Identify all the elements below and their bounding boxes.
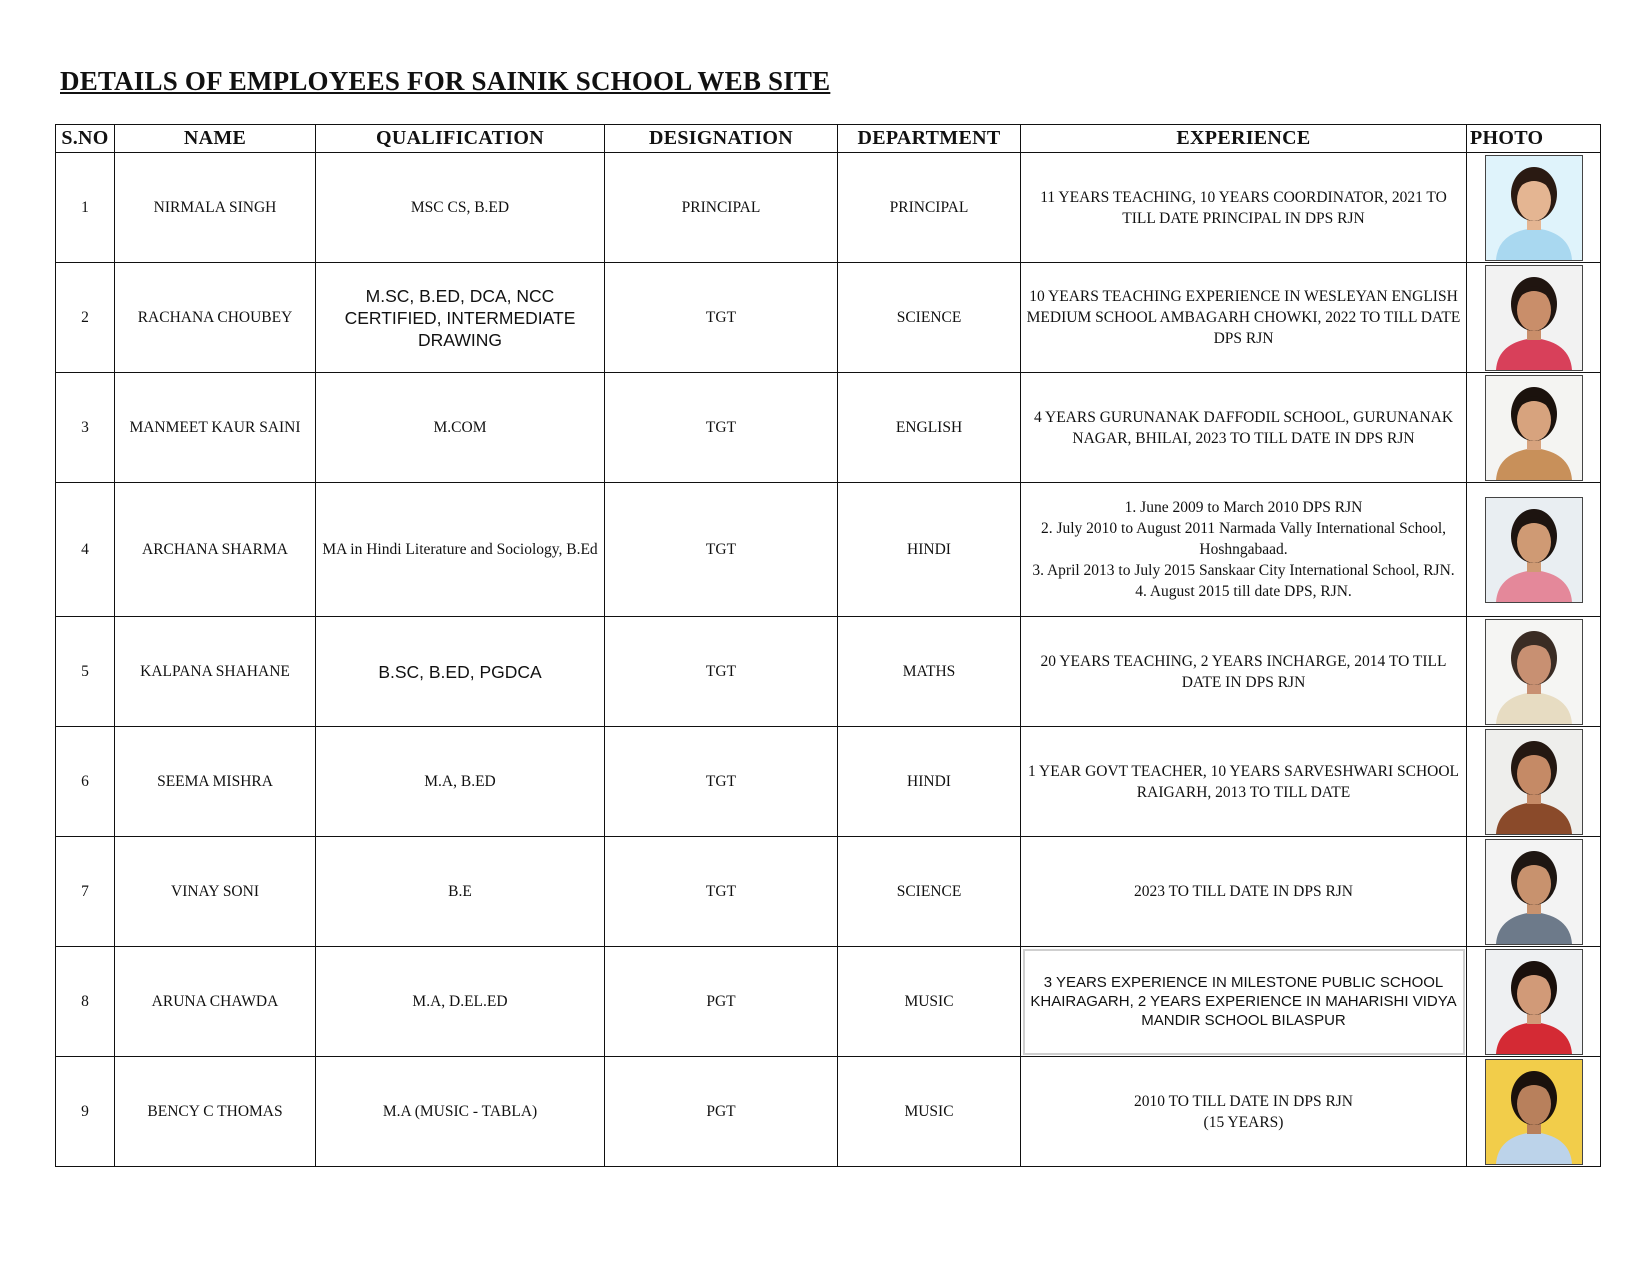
employee-photo (1485, 839, 1583, 945)
cell-qualification: M.A, D.EL.ED (316, 947, 605, 1057)
cell-sno: 1 (56, 153, 115, 263)
employee-photo (1485, 375, 1583, 481)
cell-name: SEEMA MISHRA (115, 727, 316, 837)
cell-experience (1021, 947, 1467, 1057)
cell-qualification: MSC CS, B.ED (316, 153, 605, 263)
portrait-icon (1486, 156, 1582, 260)
cell-department: PRINCIPAL (838, 153, 1021, 263)
experience-line: 4. August 2015 till date DPS, RJN. (1135, 583, 1352, 600)
cell-designation: PGT (605, 947, 838, 1057)
experience-line: 3 YEARS EXPERIENCE IN MILESTONE PUBLIC SCHOOL KHAIRAGARH, 2 YEARS EXPERIENCE IN MAHARISHI VIDYA MANDIR SCHOOL BILASPUR (1030, 974, 1457, 1029)
cell-sno: 6 (56, 727, 115, 837)
cell-photo (1467, 1057, 1601, 1167)
cell-photo (1467, 483, 1601, 617)
cell-sno: 2 (56, 263, 115, 373)
cell-experience (1021, 153, 1467, 263)
cell-designation: TGT (605, 837, 838, 947)
cell-department: HINDI (838, 727, 1021, 837)
cell-qualification: MA in Hindi Literature and Sociology, B.Ed (316, 483, 605, 617)
cell-name: ARCHANA SHARMA (115, 483, 316, 617)
cell-photo (1467, 947, 1601, 1057)
cell-sno: 9 (56, 1057, 115, 1167)
cell-experience (1021, 727, 1467, 837)
experience-line: 2. July 2010 to August 2011 Narmada Vally International School, Hoshngabaad. (1040, 520, 1447, 558)
cell-photo (1467, 373, 1601, 483)
employee-photo (1485, 1059, 1583, 1165)
header-photo: PHOTO (1467, 125, 1601, 153)
table-row (56, 947, 1601, 1057)
cell-sno: 5 (56, 617, 115, 727)
table-row (56, 727, 1601, 837)
cell-designation: TGT (605, 727, 838, 837)
cell-qualification: M.SC, B.ED, DCA, NCC CERTIFIED, INTERMEDIATE DRAWING (316, 263, 605, 373)
portrait-icon (1486, 730, 1582, 834)
cell-name: ARUNA CHAWDA (115, 947, 316, 1057)
cell-designation: PGT (605, 1057, 838, 1167)
table-row (56, 483, 1601, 617)
portrait-icon (1486, 376, 1582, 480)
cell-photo (1467, 153, 1601, 263)
header-row (56, 125, 1601, 153)
cell-department: ENGLISH (838, 373, 1021, 483)
cell-sno: 4 (56, 483, 115, 617)
experience-line: 20 YEARS TEACHING, 2 YEARS INCHARGE, 2014 TO TILL DATE IN DPS RJN (1040, 652, 1447, 691)
table-row (56, 617, 1601, 727)
portrait-icon (1486, 266, 1582, 370)
experience-line: 4 YEARS GURUNANAK DAFFODIL SCHOOL, GURUNANAK NAGAR, BHILAI, 2023 TO TILL DATE IN DPS RJN (1033, 408, 1454, 447)
cell-designation: TGT (605, 483, 838, 617)
cell-designation: TGT (605, 617, 838, 727)
cell-department: MATHS (838, 617, 1021, 727)
experience-line: 3. April 2013 to July 2015 Sanskaar City International School, RJN. (1032, 562, 1455, 579)
employee-photo (1485, 729, 1583, 835)
experience-line: 2023 TO TILL DATE IN DPS RJN (1133, 883, 1354, 900)
cell-department: MUSIC (838, 1057, 1021, 1167)
page-title: DETAILS OF EMPLOYEES FOR SAINIK SCHOOL WEB SITE (60, 66, 831, 96)
employee-photo (1485, 949, 1583, 1055)
employee-photo (1485, 619, 1583, 725)
experience-line: 1 YEAR GOVT TEACHER, 10 YEARS SARVESHWARI SCHOOL RAIGARH, 2013 TO TILL DATE (1027, 762, 1460, 801)
portrait-icon (1486, 840, 1582, 944)
experience-line: 1. June 2009 to March 2010 DPS RJN (1124, 499, 1363, 516)
employee-photo (1485, 265, 1583, 371)
experience-line: 2010 TO TILL DATE IN DPS RJN (1133, 1092, 1354, 1110)
cell-designation: TGT (605, 373, 838, 483)
cell-qualification: M.A, B.ED (316, 727, 605, 837)
cell-experience (1021, 373, 1467, 483)
cell-photo (1467, 617, 1601, 727)
table-row (56, 373, 1601, 483)
header-sno: S.NO (56, 125, 115, 153)
employee-table (55, 124, 1601, 1167)
cell-designation: TGT (605, 263, 838, 373)
cell-experience (1021, 263, 1467, 373)
cell-sno: 8 (56, 947, 115, 1057)
cell-experience (1021, 617, 1467, 727)
header-department: DEPARTMENT (838, 125, 1021, 153)
cell-experience (1021, 1057, 1467, 1167)
employee-rows (56, 153, 1601, 1167)
table-row (56, 1057, 1601, 1167)
table-row (56, 263, 1601, 373)
cell-experience (1021, 483, 1467, 617)
cell-department: SCIENCE (838, 837, 1021, 947)
header-name: NAME (115, 125, 316, 153)
cell-designation: PRINCIPAL (605, 153, 838, 263)
cell-name: BENCY C THOMAS (115, 1057, 316, 1167)
portrait-icon (1486, 1060, 1582, 1164)
employee-photo (1485, 155, 1583, 261)
cell-experience (1021, 837, 1467, 947)
cell-name: NIRMALA SINGH (115, 153, 316, 263)
cell-name: RACHANA CHOUBEY (115, 263, 316, 373)
portrait-icon (1486, 950, 1582, 1054)
cell-photo (1467, 837, 1601, 947)
header-qualification: QUALIFICATION (316, 125, 605, 153)
cell-department: SCIENCE (838, 263, 1021, 373)
cell-qualification: B.E (316, 837, 605, 947)
cell-photo (1467, 727, 1601, 837)
cell-department: MUSIC (838, 947, 1021, 1057)
experience-line: (15 YEARS) (1203, 1113, 1284, 1131)
cell-name: MANMEET KAUR SAINI (115, 373, 316, 483)
header-experience: EXPERIENCE (1021, 125, 1467, 153)
portrait-icon (1486, 498, 1582, 602)
experience-line: 11 YEARS TEACHING, 10 YEARS COORDINATOR, 2021 TO TILL DATE PRINCIPAL IN DPS RJN (1040, 188, 1447, 227)
experience-line: 10 YEARS TEACHING EXPERIENCE IN WESLEYAN ENGLISH MEDIUM SCHOOL AMBAGARH CHOWKI, 2022 TO TILL DATE DPS RJN (1026, 288, 1461, 347)
cell-name: VINAY SONI (115, 837, 316, 947)
cell-qualification: B.SC, B.ED, PGDCA (316, 617, 605, 727)
cell-qualification: M.COM (316, 373, 605, 483)
portrait-icon (1486, 620, 1582, 724)
cell-department: HINDI (838, 483, 1021, 617)
cell-sno: 3 (56, 373, 115, 483)
cell-qualification: M.A (MUSIC - TABLA) (316, 1057, 605, 1167)
header-designation: DESIGNATION (605, 125, 838, 153)
employee-photo (1485, 497, 1583, 603)
table-row (56, 153, 1601, 263)
table-row (56, 837, 1601, 947)
cell-name: KALPANA SHAHANE (115, 617, 316, 727)
cell-photo (1467, 263, 1601, 373)
cell-sno: 7 (56, 837, 115, 947)
